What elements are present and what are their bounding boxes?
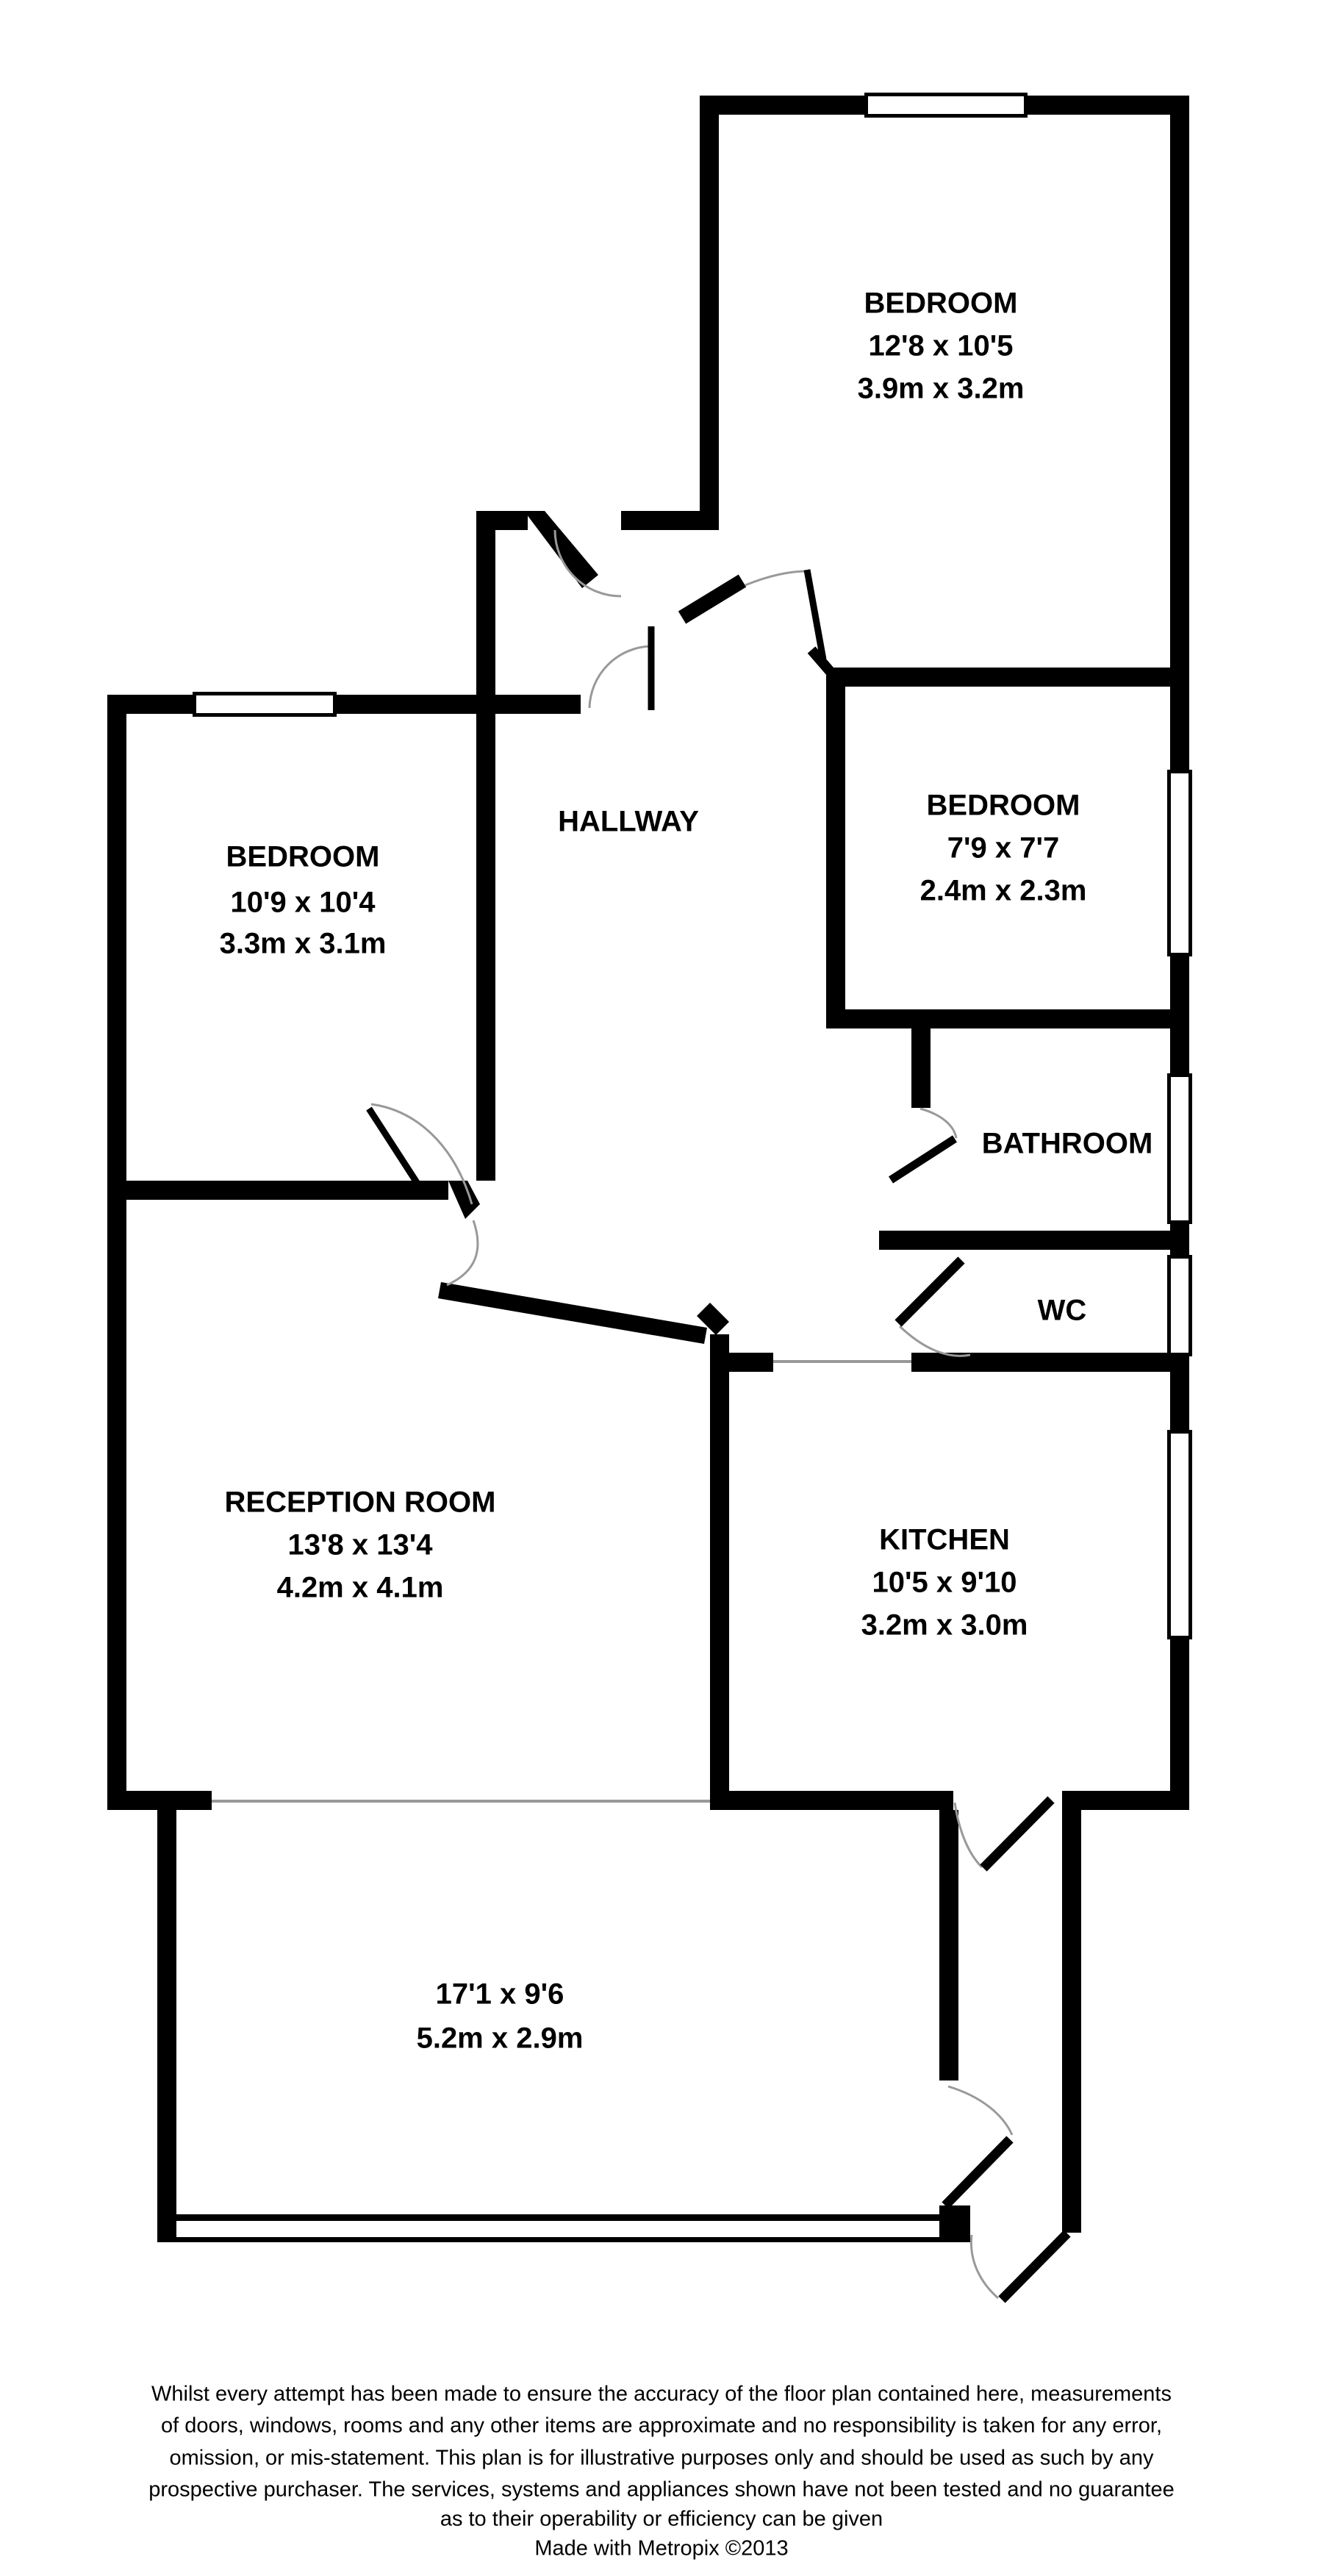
wall-kitchen-top-seg1	[729, 1353, 773, 1372]
bedroom-small-door-jamb2	[811, 650, 831, 672]
disclaimer-line-3: omission, or mis-statement. This plan is for illustrative purposes only and should be used as such by any	[169, 2446, 1154, 2470]
wall-front-door-angled	[524, 511, 598, 588]
conservatory-exit-door-leaf	[1002, 2233, 1067, 2300]
wall-right-2	[1170, 953, 1189, 1077]
window-bedroom-left	[196, 695, 333, 713]
conservatory-inner-door-leaf	[945, 2139, 1010, 2205]
bedroom-small-metric: 2.4m x 2.3m	[919, 874, 1087, 907]
wall-conservatory-pier	[939, 2205, 970, 2242]
wall-right-5	[1170, 1636, 1189, 1810]
bedroom-top-imperial: 12'8 x 10'5	[868, 329, 1014, 362]
metropix-credit: Made with Metropix ©2013	[534, 2536, 789, 2561]
kitchen-imperial: 10'5 x 9'10	[872, 1566, 1017, 1599]
bathroom-door-arc	[920, 1109, 956, 1138]
wall-top-left-seg	[700, 96, 867, 115]
bedroom-small-door-arc	[745, 571, 807, 585]
bedroom-top-name: BEDROOM	[864, 287, 1018, 320]
wall-bathroom-top	[826, 1009, 1170, 1028]
wall-right-1	[1170, 96, 1189, 773]
conservatory-metric: 5.2m x 2.9m	[416, 2022, 584, 2055]
wall-hall-inner	[476, 695, 581, 714]
window-bedroom-top	[868, 96, 1024, 114]
wc-door-arc	[900, 1326, 970, 1356]
wall-bathroom-bottom	[879, 1231, 1170, 1250]
wall-kitchen-divider	[710, 1334, 729, 1810]
bathroom-door-leaf	[891, 1139, 955, 1180]
disclaimer-line-1: Whilst every attempt has been made to ensure the accuracy of the floor plan contained here, measurements	[151, 2382, 1172, 2406]
walls	[107, 96, 1189, 2242]
wall-vestibule-left	[476, 511, 495, 714]
window-conservatory-top-line	[157, 2214, 941, 2221]
wall-conservatory-left	[157, 1791, 176, 2242]
wall-left-exterior	[107, 695, 126, 1810]
bathroom-name: BATHROOM	[981, 1127, 1153, 1160]
window-kitchen	[1171, 1434, 1188, 1636]
bedroom-small-door-jamb	[682, 581, 742, 618]
window-conservatory-bottom-line	[157, 2237, 941, 2242]
kitchen-metric: 3.2m x 3.0m	[861, 1609, 1028, 1642]
bedroom-left-metric: 3.3m x 3.1m	[219, 927, 387, 960]
kitchen-door-leaf	[983, 1800, 1051, 1868]
wall-conservatory-inner	[939, 1810, 958, 2081]
wall-hall-diagonal	[438, 1282, 707, 1344]
disclaimer-line-5: as to their operability or efficiency can be given	[440, 2507, 883, 2531]
window-bedroom-small	[1171, 773, 1188, 953]
wall-right-4	[1170, 1353, 1189, 1434]
conservatory-inner-door-arc	[948, 2086, 1012, 2135]
room-labels	[220, 287, 1153, 2055]
wall-vestibule-stub-right	[621, 511, 719, 530]
kitchen-door-arc	[955, 1803, 982, 1867]
wall-bedroom-small-left	[826, 687, 845, 1009]
wall-leftbed-bottom-tip	[448, 1181, 480, 1219]
wall-bathroom-left	[911, 1028, 931, 1108]
bedroom-small-door-leaf	[807, 570, 823, 659]
hallway-name: HALLWAY	[558, 805, 699, 838]
bedroom-left-door-leaf	[369, 1109, 417, 1184]
conservatory-exit-door-arc	[971, 2235, 998, 2298]
conservatory-imperial: 17'1 x 9'6	[435, 1978, 564, 2011]
reception-door-arc	[447, 1220, 478, 1285]
bedroom-top-metric: 3.9m x 3.2m	[857, 372, 1025, 405]
wall-leftbed-right	[476, 714, 495, 1181]
wall-right-3	[1170, 1220, 1189, 1259]
wc-name: WC	[1037, 1294, 1087, 1327]
disclaimer-line-2: of doors, windows, rooms and any other items are approximate and no responsibility is taken for any error,	[160, 2414, 1163, 2438]
reception-imperial: 13'8 x 13'4	[287, 1528, 433, 1561]
disclaimer-line-4: prospective purchaser. The services, systems and appliances shown have not been tested and no guarantee	[148, 2477, 1175, 2502]
wall-bedrooms-divider	[826, 668, 1170, 687]
kitchen-name: KITCHEN	[879, 1523, 1010, 1556]
inner-hall-door-arc	[589, 646, 651, 708]
wall-kitchen-bottom-seg1	[710, 1791, 953, 1810]
reception-name: RECEPTION ROOM	[224, 1486, 496, 1519]
bedroom-small-imperial: 7'9 x 7'7	[947, 831, 1060, 865]
reception-metric: 4.2m x 4.1m	[276, 1571, 444, 1604]
wall-top-right-seg	[1025, 96, 1189, 115]
bedroom-small-name: BEDROOM	[926, 789, 1080, 822]
bedroom-left-name: BEDROOM	[226, 840, 380, 873]
disclaimer	[148, 2383, 1175, 2561]
wall-conservatory-right	[1062, 1791, 1081, 2233]
window-bathroom	[1171, 1077, 1188, 1220]
window-wc	[1171, 1259, 1188, 1353]
wall-bedroom-top-left	[700, 96, 719, 511]
bedroom-left-imperial: 10'9 x 10'4	[230, 886, 376, 919]
wall-leftbed-top-seg2	[332, 695, 476, 714]
wc-door-leaf	[898, 1260, 961, 1323]
wall-leftbed-bottom	[107, 1181, 448, 1200]
